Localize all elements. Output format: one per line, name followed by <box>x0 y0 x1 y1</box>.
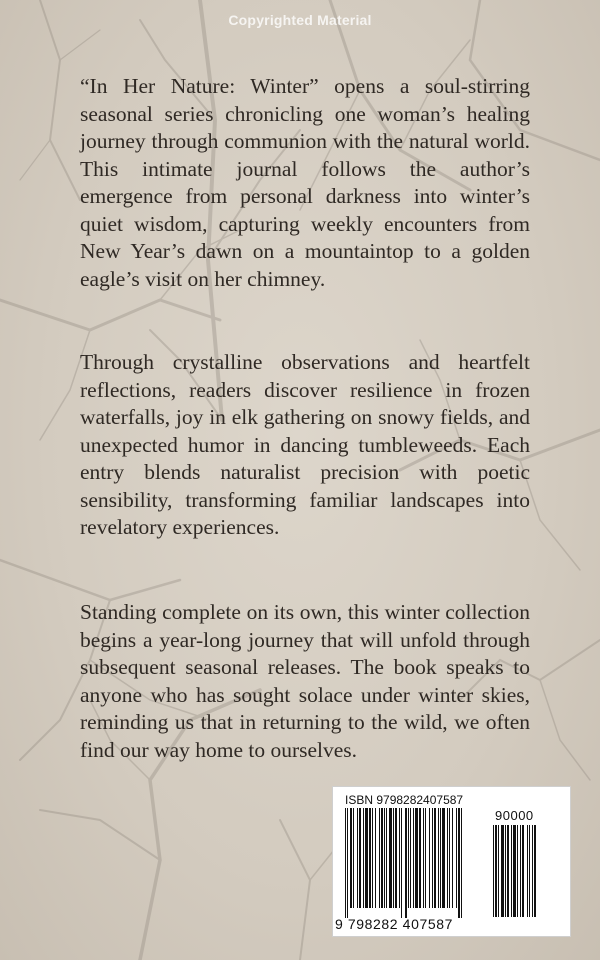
barcode-bar <box>429 808 430 908</box>
barcode-bar <box>522 825 524 917</box>
barcode-bar <box>511 825 512 917</box>
barcode-bar <box>419 808 421 908</box>
barcode-bar <box>534 825 536 917</box>
barcode-bar <box>456 808 457 908</box>
barcode-bar <box>423 808 424 908</box>
barcode-bar <box>408 808 409 908</box>
barcode-bar <box>527 825 528 917</box>
barcode-bar <box>359 808 361 908</box>
barcode-bar <box>505 825 506 917</box>
barcode-bar <box>442 808 445 908</box>
barcode-bar <box>384 808 385 908</box>
barcode-bar <box>365 808 368 908</box>
barcode-bar <box>401 808 402 918</box>
barcode-bar <box>413 808 414 908</box>
barcode-bar <box>440 808 441 908</box>
barcode-bar <box>410 808 411 908</box>
barcode-bar <box>395 808 397 908</box>
barcode-bar <box>520 825 521 917</box>
barcode-bar <box>386 808 387 908</box>
price-code: 90000 <box>495 808 534 823</box>
barcode-bar <box>369 808 371 908</box>
barcode-bar <box>425 808 426 908</box>
barcode-bar <box>389 808 392 908</box>
barcode-bar <box>438 808 439 908</box>
barcode-bar <box>350 808 352 908</box>
barcode-bar <box>381 808 383 908</box>
barcode-bar <box>415 808 418 908</box>
barcode-bar <box>363 808 364 908</box>
barcode-bar <box>434 808 436 908</box>
barcode-bar <box>498 825 499 917</box>
barcode-bar <box>493 825 494 917</box>
barcode-bar <box>345 808 346 918</box>
barcode-bar <box>529 825 530 917</box>
barcode-bar <box>517 825 518 917</box>
barcode-bar <box>432 808 433 908</box>
barcode-bar <box>532 825 533 917</box>
barcode-bar <box>461 808 462 918</box>
barcode-bar <box>357 808 358 908</box>
barcode-bar <box>405 808 407 918</box>
barcode-bar <box>507 825 509 917</box>
barcode-bar <box>501 825 504 917</box>
copyright-watermark: Copyrighted Material <box>228 12 372 28</box>
isbn-barcode-bars <box>345 808 487 918</box>
barcode-bar <box>372 808 373 908</box>
isbn-label: ISBN 9798282407587 <box>345 793 464 807</box>
barcode-bar <box>353 808 354 908</box>
isbn-digits: 9 798282 407587 <box>335 916 453 932</box>
price-addon-barcode <box>493 825 561 917</box>
isbn-barcode-box <box>332 786 571 937</box>
barcode-bar <box>447 808 448 908</box>
barcode-bar <box>513 825 516 917</box>
barcode-bar <box>399 808 400 908</box>
barcode-bar <box>495 825 497 917</box>
barcode-bar <box>393 808 394 908</box>
description-paragraph-2: Through crystalline observations and heartfelt reflections, readers discover resilience in frozen waterfalls, joy in elk gathering on snowy fields, and unexpected humor in dancing tumbleweeds. Each entry blends naturalist precision with poetic sensibility, transforming familiar landscapes into revelatory experiences. <box>80 350 530 539</box>
barcode-bar <box>347 808 348 918</box>
description-paragraph-1: “In Her Nature: Winter” opens a soul-stirring seasonal series chronicling one woman’s healing journey through communion with the natural world. This intimate journal follows the author’s emergence from personal darkness into winter’s quiet wisdom, capturing weekly encounters from New Year’s dawn on a mountaintop to a golden eagle’s visit on her chimney. <box>80 74 530 291</box>
description-paragraph-3: Standing complete on its own, this winter collection begins a year-long journey that will unfold through subsequent seasonal releases. The book speaks to anyone who has sought solace under winter skies, reminding us that in returning to the wild, we often find our way home to ourselves. <box>80 600 530 762</box>
barcode-bar <box>452 808 453 908</box>
barcode-bar <box>449 808 450 908</box>
barcode-bar <box>375 808 376 908</box>
barcode-bar <box>379 808 380 908</box>
barcode-bar <box>458 808 460 918</box>
